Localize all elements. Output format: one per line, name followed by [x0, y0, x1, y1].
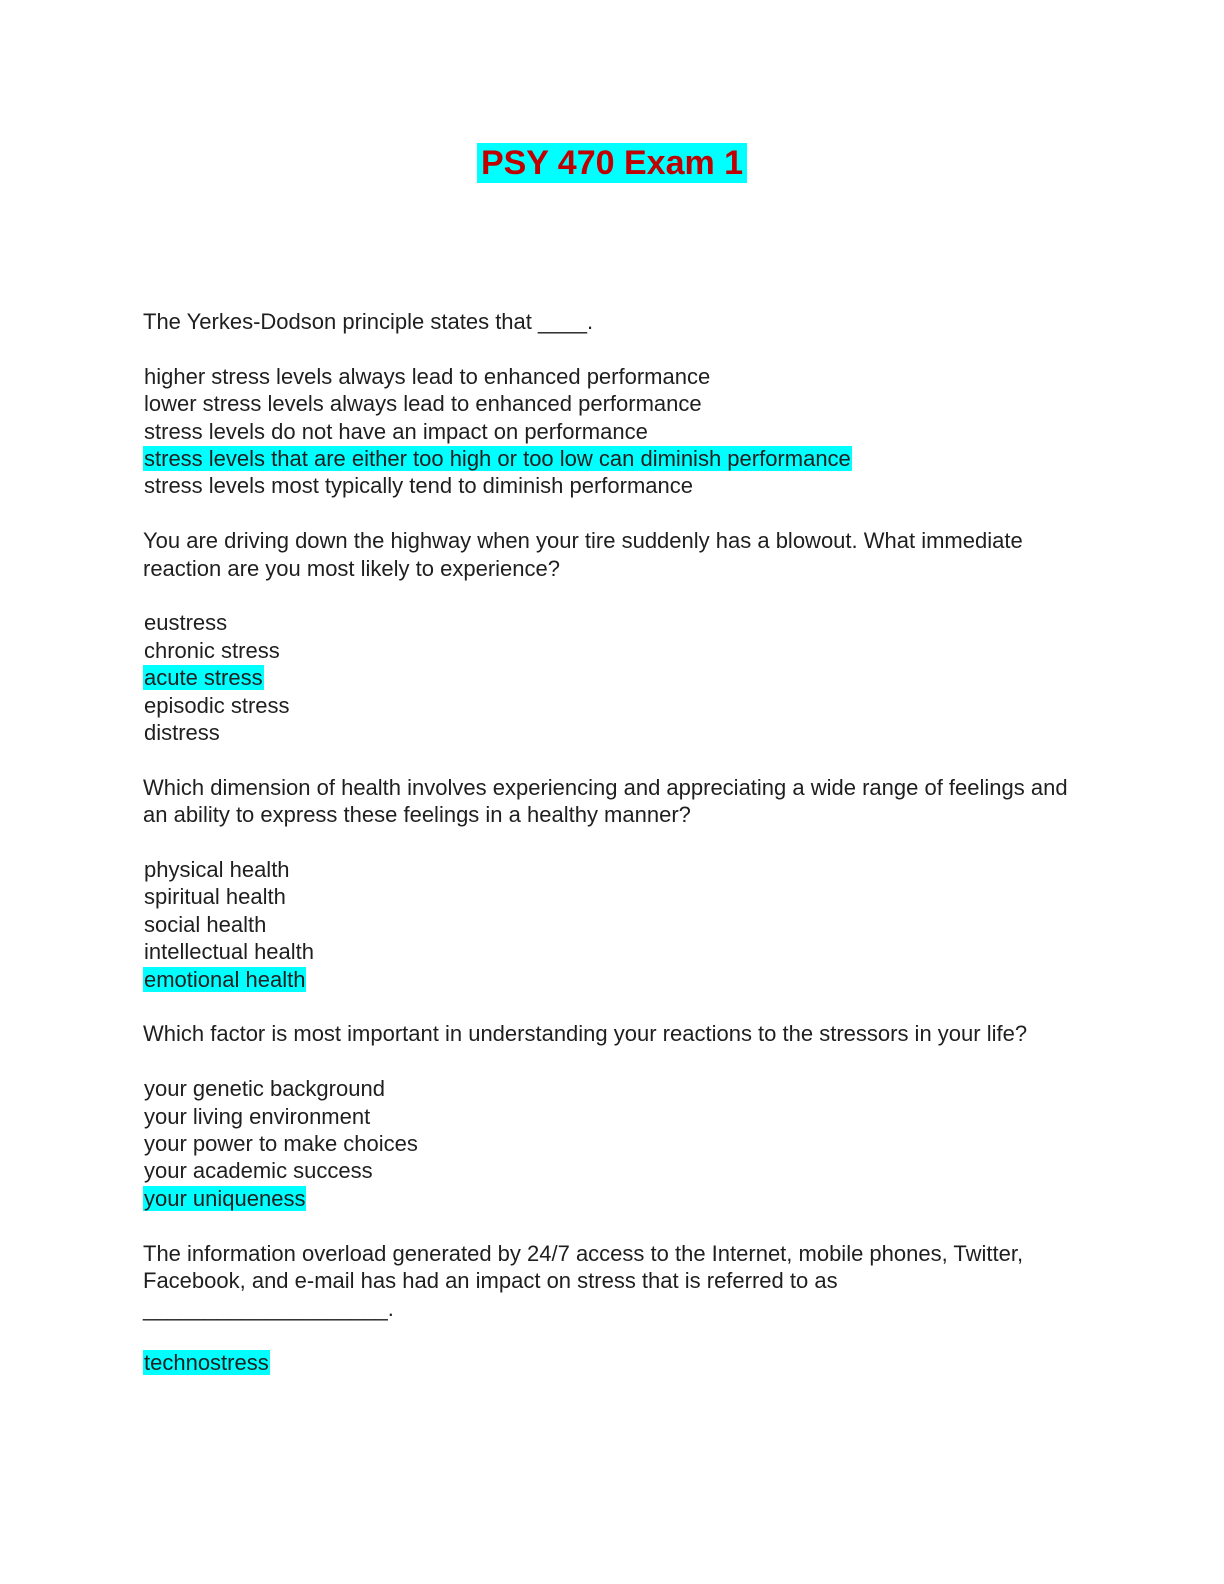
option-item: your power to make choices	[144, 1131, 418, 1157]
options-list	[143, 1349, 1083, 1376]
options-list	[143, 609, 1083, 746]
title-container	[0, 143, 1224, 183]
questions-list	[143, 308, 1083, 1377]
option-item-correct: your uniqueness	[144, 1185, 306, 1211]
question-text: You are driving down the highway when your tire suddenly has a blowout. What immediate reaction are you most likely to experience?	[143, 528, 1023, 581]
options-list	[143, 1075, 1083, 1212]
question-text: Which factor is most important in understanding your reactions to the stressors in your life?	[143, 1021, 1028, 1047]
option-item: higher stress levels always lead to enhanced performance	[144, 363, 711, 389]
options-list	[143, 856, 1083, 993]
option-item: social health	[144, 911, 267, 937]
question-text: Which dimension of health involves experiencing and appreciating a wide range of feelings and an ability to express these feelings in a healthy manner?	[143, 774, 1068, 828]
option-item-correct: acute stress	[144, 665, 263, 691]
option-item: episodic stress	[144, 692, 290, 718]
option-item: your living environment	[144, 1103, 371, 1129]
option-item: your academic success	[144, 1158, 373, 1184]
option-item: chronic stress	[144, 637, 280, 663]
option-item: physical health	[144, 857, 290, 883]
option-item-correct: stress levels that are either too high or too low can diminish performance	[144, 446, 851, 472]
option-item: eustress	[144, 610, 228, 636]
question-text: The Yerkes-Dodson principle states that ____.	[143, 309, 594, 334]
option-item: stress levels do not have an impact on performance	[144, 418, 648, 444]
option-item: your genetic background	[144, 1076, 385, 1102]
option-item: lower stress levels always lead to enhanced performance	[144, 391, 702, 417]
option-item: stress levels most typically tend to diminish performance	[144, 473, 693, 499]
option-item: distress	[144, 720, 220, 746]
options-list	[143, 363, 1083, 500]
option-item: intellectual health	[144, 939, 315, 965]
question-text: The information overload generated by 24/7 access to the Internet, mobile phones, Twitter, Facebook, and e-mail has had an impact on stress that is referred to as ____________________.	[143, 1240, 1024, 1321]
page-title: PSY 470 Exam 1	[477, 143, 747, 183]
option-item-correct: emotional health	[144, 966, 306, 992]
option-item: spiritual health	[144, 884, 286, 910]
option-item-correct: technostress	[144, 1350, 269, 1376]
